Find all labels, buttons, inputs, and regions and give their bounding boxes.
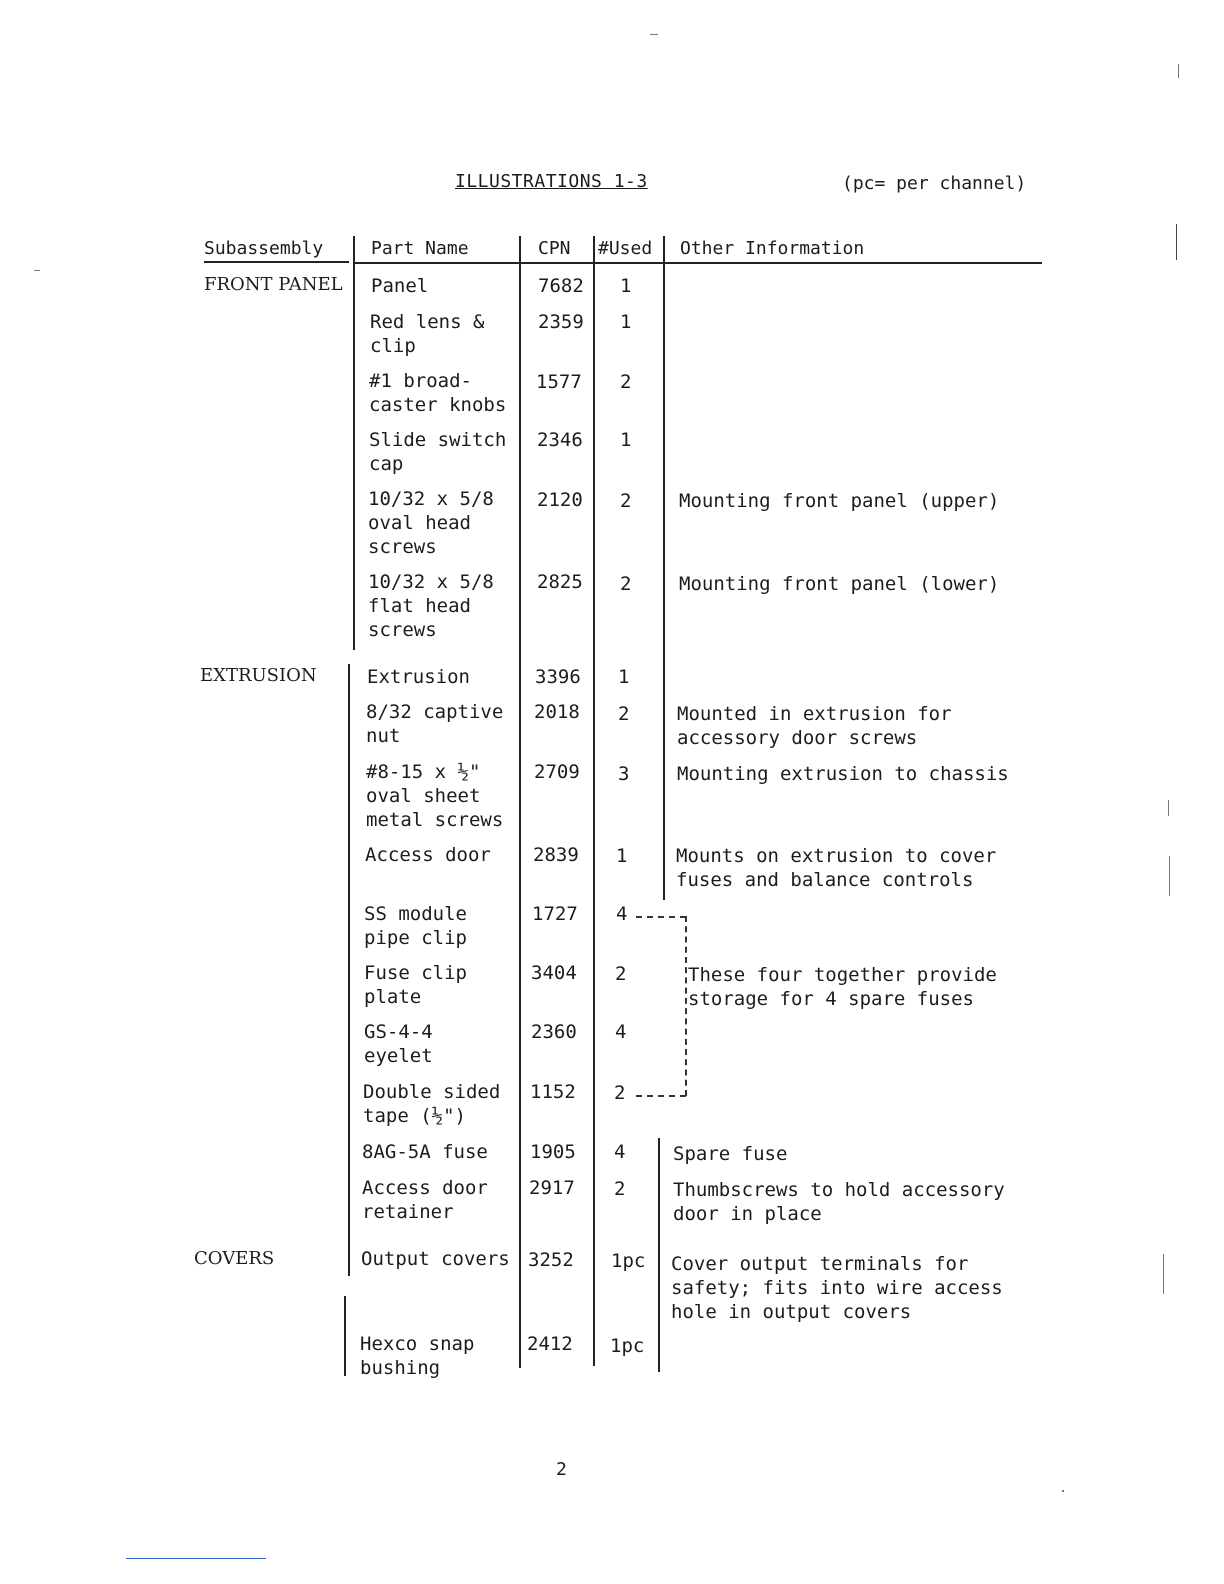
- other-information: Cover output terminals for safety; fits into wire access hole in output covers: [671, 1253, 1003, 1323]
- cpn: 1905: [530, 1141, 576, 1163]
- other-information: Mounts on extrusion to cover fuses and balance controls: [676, 845, 997, 891]
- cpn: 1727: [532, 903, 578, 925]
- part-name: Red lens & clip: [370, 311, 485, 357]
- other-information: Spare fuse: [673, 1143, 788, 1165]
- page-number: 2: [556, 1459, 567, 1480]
- header-underline: [354, 262, 1042, 264]
- header-used: #Used: [598, 238, 653, 259]
- header-underline-left: [204, 261, 349, 263]
- scan-speck: [1176, 224, 1177, 260]
- column-rule-1a: [353, 236, 355, 650]
- cpn: 2346: [537, 429, 583, 451]
- unit-note: (pc= per channel): [842, 173, 1027, 194]
- column-rule-1b: [348, 664, 350, 1276]
- column-rule-3: [593, 236, 595, 1366]
- used-count: 2: [618, 703, 630, 725]
- column-rule-4a: [663, 236, 665, 900]
- part-name: 10/32 x 5/8 oval head screws: [368, 488, 494, 558]
- bracket-bottom: [636, 1095, 686, 1097]
- used-count: 3: [618, 763, 630, 785]
- used-count: 1pc: [611, 1250, 646, 1272]
- used-count: 2: [614, 1082, 626, 1104]
- column-rule-2: [519, 236, 521, 1368]
- scan-edge-line: [126, 1558, 266, 1559]
- other-information: Thumbscrews to hold accessory door in place: [673, 1179, 1005, 1225]
- part-name: 10/32 x 5/8 flat head screws: [368, 571, 494, 641]
- scan-speck: [650, 34, 658, 35]
- group-extrusion: EXTRUSION: [200, 665, 317, 686]
- used-count: 2: [620, 371, 632, 393]
- other-information: Mounting extrusion to chassis: [677, 763, 1009, 785]
- scan-speck: [1062, 1490, 1064, 1492]
- used-count: 4: [614, 1141, 626, 1163]
- cpn: 2917: [529, 1177, 575, 1199]
- cpn: 2359: [538, 311, 584, 333]
- part-name: SS module pipe clip: [364, 903, 467, 949]
- part-name: GS-4-4 eyelet: [364, 1021, 433, 1067]
- header-part-name: Part Name: [371, 238, 469, 259]
- part-name: Output covers: [361, 1248, 510, 1270]
- scan-speck: [34, 270, 40, 271]
- cpn: 2709: [534, 761, 580, 783]
- other-information: Mounting front panel (upper): [679, 490, 1000, 512]
- group-front-panel: FRONT PANEL: [204, 274, 343, 295]
- cpn: 3404: [531, 962, 577, 984]
- part-name: 8/32 captive nut: [366, 701, 504, 747]
- scan-speck: [1169, 856, 1170, 896]
- used-count: 2: [615, 963, 627, 985]
- used-count: 2: [620, 490, 632, 512]
- page-title: ILLUSTRATIONS 1-3: [455, 171, 648, 192]
- used-count: 2: [620, 573, 632, 595]
- used-count: 1: [620, 311, 632, 333]
- used-count: 1pc: [610, 1335, 645, 1357]
- cpn: 7682: [538, 275, 584, 297]
- part-name: Panel: [371, 275, 429, 297]
- other-information: Mounting front panel (lower): [679, 573, 1000, 595]
- scan-speck: [1178, 64, 1179, 78]
- used-count: 1: [620, 429, 632, 451]
- cpn: 2120: [537, 489, 583, 511]
- column-rule-1c: [344, 1296, 346, 1376]
- cpn: 3396: [535, 666, 581, 688]
- part-name: 8AG-5A fuse: [362, 1141, 488, 1163]
- bracket-vertical: [685, 916, 687, 1096]
- used-count: 1: [618, 666, 630, 688]
- used-count: 2: [614, 1178, 626, 1200]
- other-information: Mounted in extrusion for accessory door screws: [677, 703, 952, 749]
- cpn: 2412: [527, 1333, 573, 1355]
- used-count: 1: [620, 275, 632, 297]
- cpn: 1152: [530, 1081, 576, 1103]
- part-name: Access door: [365, 844, 491, 866]
- header-subassembly: Subassembly: [204, 238, 324, 259]
- used-count: 4: [615, 1021, 627, 1043]
- part-name: #8-15 x ½" oval sheet metal screws: [366, 761, 504, 831]
- part-name: Slide switch cap: [369, 429, 507, 475]
- cpn: 2825: [537, 571, 583, 593]
- scan-speck: [1163, 1254, 1164, 1294]
- other-information: These four together provide storage for 4 spare fuses: [688, 964, 997, 1010]
- part-name: Fuse clip plate: [364, 962, 467, 1008]
- used-count: 4: [616, 903, 628, 925]
- header-other-information: Other Information: [680, 238, 865, 259]
- cpn: 1577: [536, 371, 582, 393]
- used-count: 1: [616, 845, 628, 867]
- column-rule-4b: [658, 1138, 660, 1372]
- part-name: Access door retainer: [362, 1177, 488, 1223]
- part-name: Hexco snap bushing: [360, 1333, 475, 1379]
- cpn: 2360: [531, 1021, 577, 1043]
- part-name: Double sided tape (½"): [363, 1081, 501, 1127]
- bracket-top: [636, 916, 686, 918]
- part-name: Extrusion: [367, 666, 470, 688]
- cpn: 2839: [533, 844, 579, 866]
- cpn: 2018: [534, 701, 580, 723]
- cpn: 3252: [528, 1249, 574, 1271]
- scan-speck: [1168, 800, 1169, 816]
- group-covers: COVERS: [194, 1248, 275, 1269]
- header-cpn: CPN: [538, 238, 571, 259]
- part-name: #1 broad- caster knobs: [369, 370, 507, 416]
